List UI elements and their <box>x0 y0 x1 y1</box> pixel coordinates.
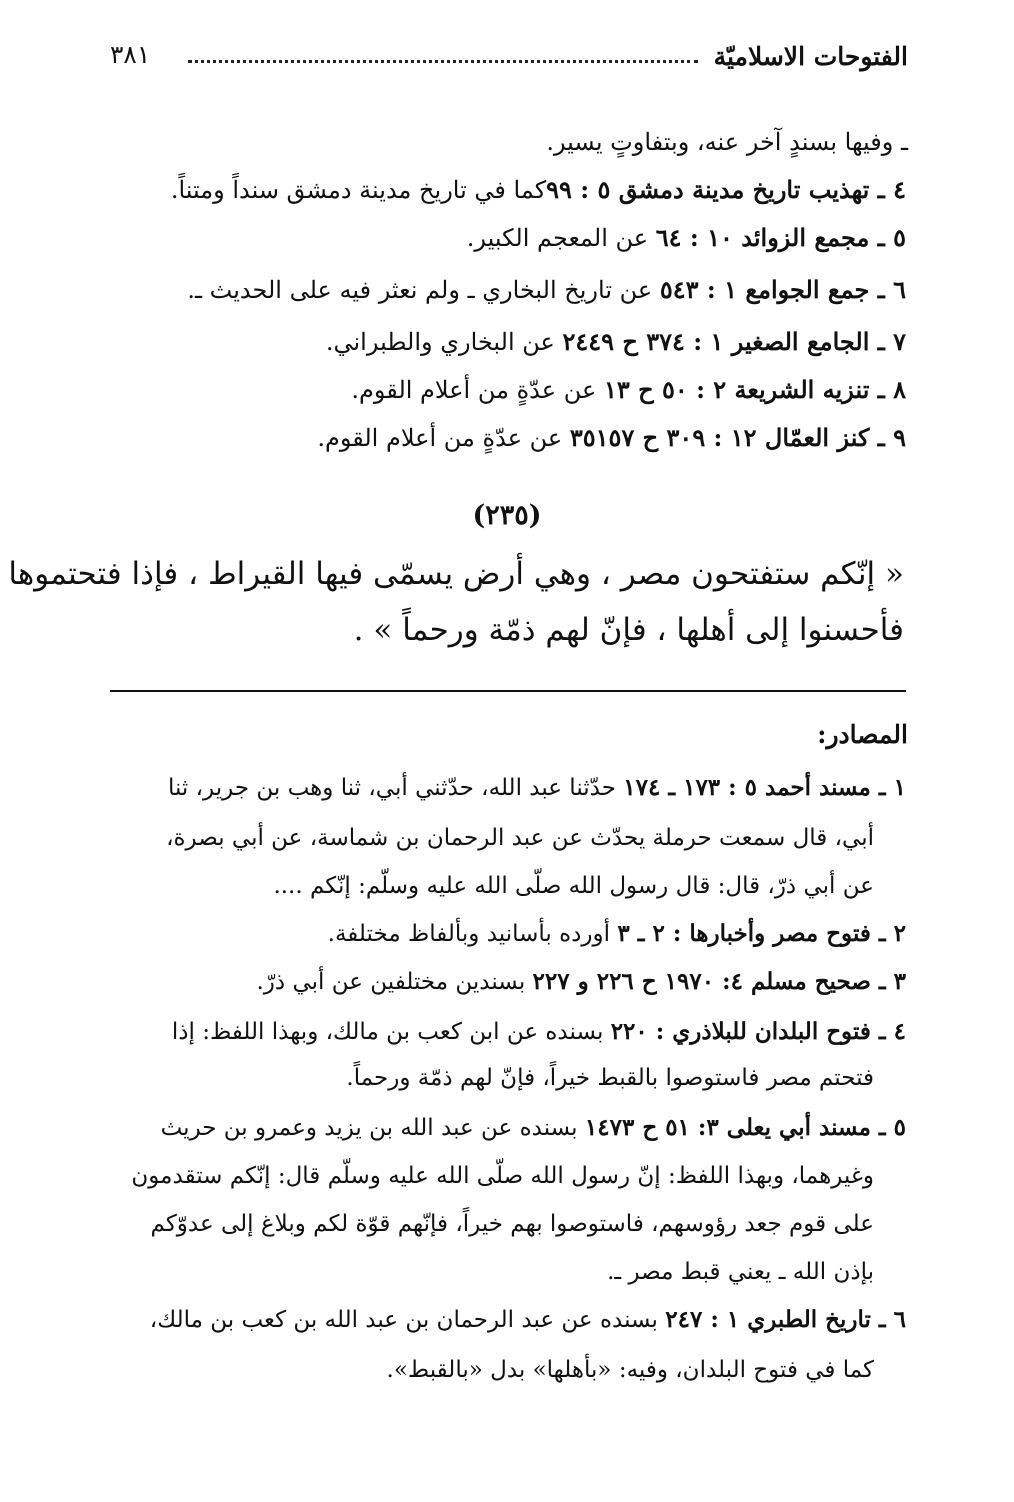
source-line: بإذن الله ـ يعني قبط مصر ـ. <box>607 1259 874 1285</box>
running-header <box>110 40 908 80</box>
source-line: أبي، قال سمعت حرملة يحدّث عن عبد الرحمان بن شماسة، عن أبي بصرة، <box>166 825 874 851</box>
source-line: وغيرهما، وبهذا اللفظ: إنّ رسول الله صلّى الله عليه وسلّم قال: إنّكم ستقدمون <box>131 1163 874 1189</box>
source-line: ٥ ـ مسند أبي يعلى ٣: ٥١ ح ١٤٧٣ بسنده عن عبد الله بن يزيد وعمرو بن حريث <box>160 1114 906 1141</box>
source-line: على قوم جعد رؤوسهم، فاستوصوا بهم خيراً، فإنّهم قوّة لكم وبلاغ إلى عدوّكم <box>150 1211 874 1237</box>
sources-heading: المصادر: <box>817 720 908 749</box>
reference-line: ٩ ـ كنز العمّال ١٢ : ٣٠٩ ح ٣٥١٥٧ عن عدّةٍ من أعلام القوم. <box>317 423 906 452</box>
source-line: ١ ـ مسند أحمد ٥ : ١٧٣ ـ ١٧٤ حدّثنا عبد الله، حدّثني أبي، ثنا وهب بن جرير، ثنا <box>167 774 906 801</box>
header-leader-dots <box>188 60 698 63</box>
source-line: ٢ ـ فتوح مصر وأخبارها : ٢ ـ ٣ أورده بأسانيد وبألفاظ مختلفة. <box>327 920 906 947</box>
page-number: ٣٨١ <box>110 40 151 69</box>
source-line: ٣ ـ صحيح مسلم ٤: ١٩٧٠ ح ٢٢٦ و ٢٢٧ بسندين مختلفين عن أبي ذرّ. <box>256 968 906 995</box>
reference-line: ٧ ـ الجامع الصغير ١ : ٣٧٤ ح ٢٤٤٩ عن البخاري والطبراني. <box>325 327 906 356</box>
reference-line: ٥ ـ مجمع الزوائد ١٠ : ٦٤ عن المعجم الكبير. <box>466 223 906 252</box>
reference-line: ٦ ـ جمع الجوامع ١ : ٥٤٣ عن تاريخ البخاري ـ ولم نعثر فيه على الحديث ـ. <box>187 275 906 304</box>
source-line: كما في فتوح البلدان، وفيه: «بأهلها» بدل «بالقبط». <box>386 1357 874 1383</box>
hadith-text-line-1: « إنّكم ستفتحون مصر ، وهي أرض يسمّى فيها القيراط ، فإذا فتحتموها <box>8 556 904 592</box>
source-line: ٤ ـ فتوح البلدان للبلاذري : ٢٢٠ بسنده عن ابن كعب بن مالك، وبهذا اللفظ: إذا <box>171 1018 906 1045</box>
reference-line: ـ وفيها بسندٍ آخر عنه، وبتفاوتٍ يسير. <box>546 128 908 156</box>
source-line: ٦ ـ تاريخ الطبري ١ : ٢٤٧ بسنده عن عبد الرحمان بن عبد الله بن كعب بن مالك، <box>149 1306 906 1333</box>
reference-line: ٨ ـ تنزيه الشريعة ٢ : ٥٠ ح ١٣ عن عدّةٍ من أعلام القوم. <box>351 375 906 404</box>
hadith-text-line-2: فأحسنوا إلى أهلها ، فإنّ لهم ذمّة ورحماً » . <box>353 612 904 648</box>
header-title: الفتوحات الاسلاميّة <box>713 42 908 71</box>
source-line: فتحتم مصر فاستوصوا بالقبط خيراً، فإنّ لهم ذمّة ورحماً. <box>346 1065 874 1091</box>
reference-line: ٤ ـ تهذيب تاريخ مدينة دمشق ٥ : ٩٩كما في تاريخ مدينة دمشق سنداً ومتناً. <box>170 175 906 204</box>
source-line: عن أبي ذرّ، قال: قال رسول الله صلّى الله عليه وسلّم: إنّكم .... <box>273 873 874 899</box>
hadith-number: (٢٣٥) <box>472 500 542 531</box>
footnote-divider <box>110 690 906 692</box>
